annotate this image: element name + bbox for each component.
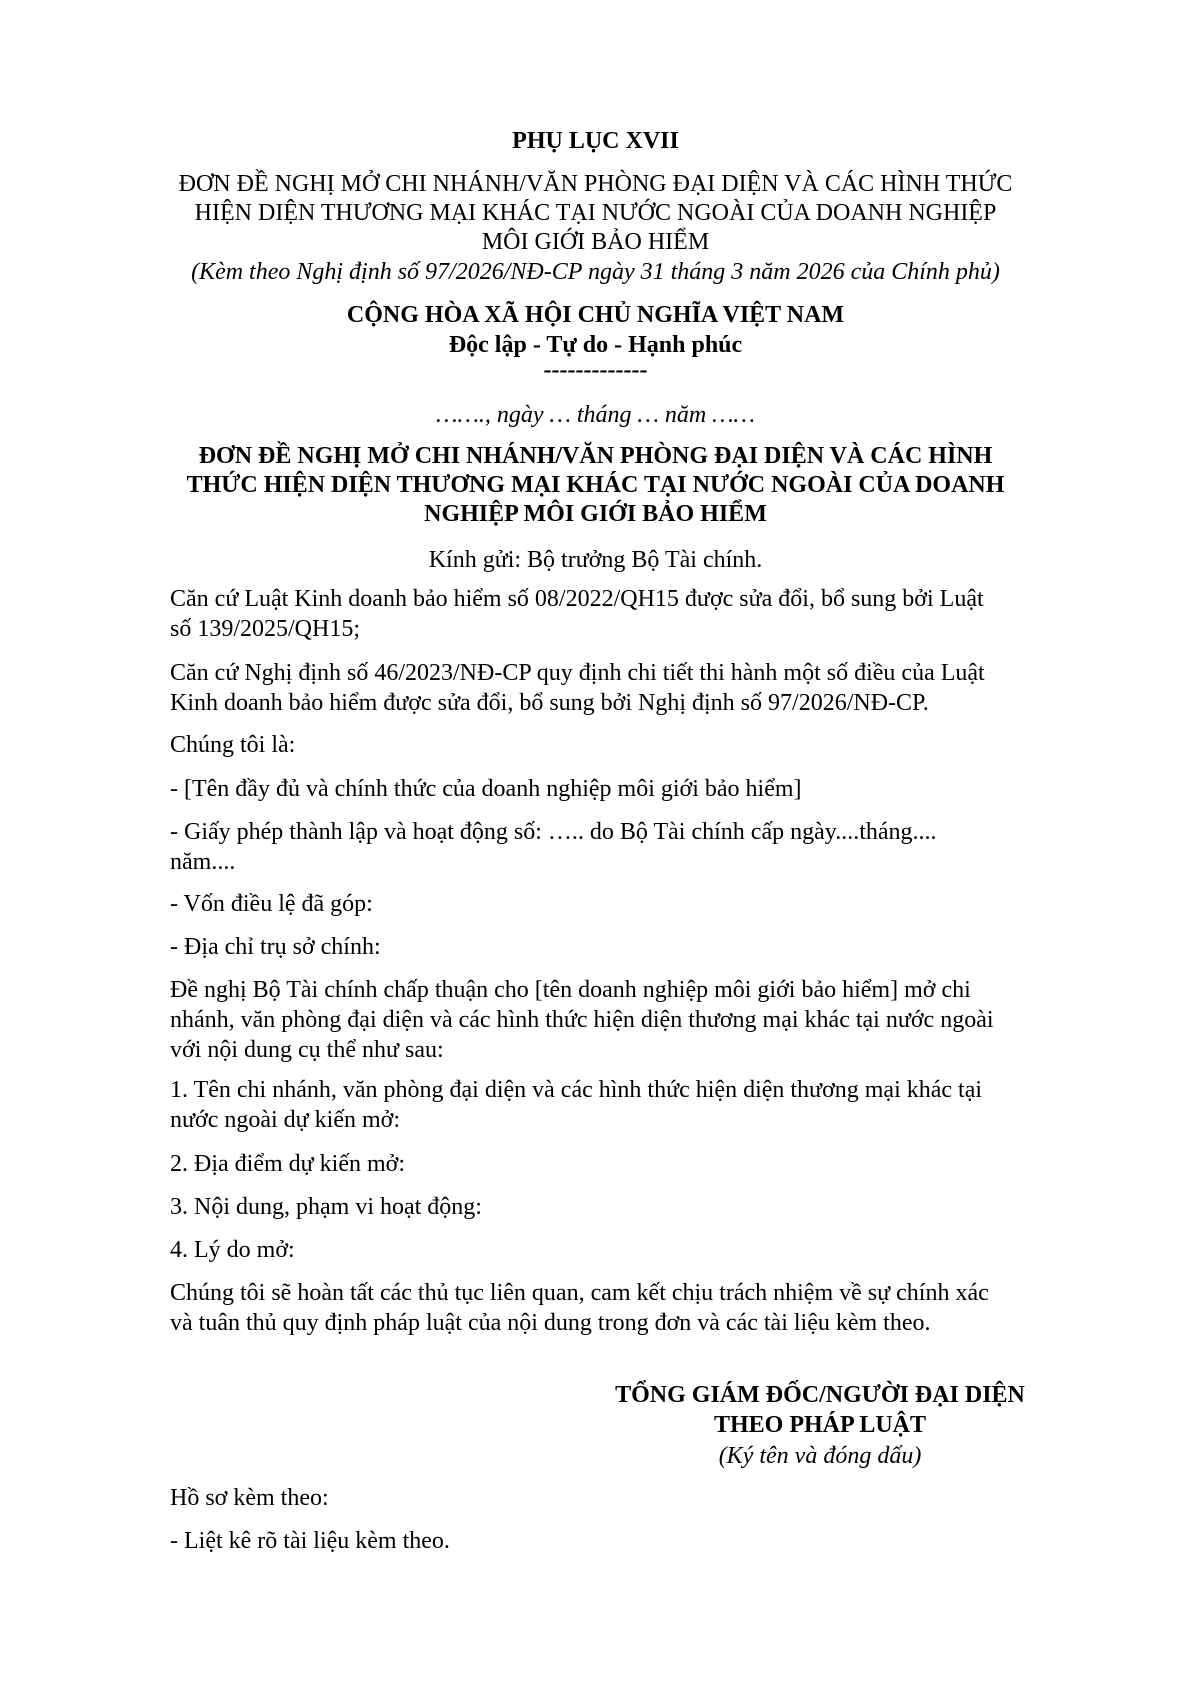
paragraph-line: năm.... xyxy=(170,849,236,875)
appendix-number: PHỤ LỤC XVII xyxy=(512,128,679,154)
appendix-title-line: ĐƠN ĐỀ NGHỊ MỞ CHI NHÁNH/VĂN PHÒNG ĐẠI DIỆN VÀ CÁC HÌNH THỨC xyxy=(178,171,1013,197)
signature-note: (Ký tên và đóng dấu) xyxy=(718,1443,922,1469)
form-title-line: THỨC HIỆN DIỆN THƯƠNG MẠI KHÁC TẠI NƯỚC NGOÀI CỦA DOANH xyxy=(186,472,1005,498)
national-motto: Độc lập - Tự do - Hạnh phúc xyxy=(448,332,743,358)
paragraph-line: 1. Tên chi nhánh, văn phòng đại diện và các hình thức hiện diện thương mại khác tại xyxy=(170,1077,983,1103)
paragraph-line: - Giấy phép thành lập và hoạt động số: ….. do Bộ Tài chính cấp ngày....tháng.... xyxy=(170,819,937,845)
paragraph-line: - [Tên đầy đủ và chính thức của doanh nghiệp môi giới bảo hiểm] xyxy=(170,776,802,802)
appendix-title-line: HIỆN DIỆN THƯƠNG MẠI KHÁC TẠI NƯỚC NGOÀI CỦA DOANH NGHIỆP xyxy=(194,200,997,226)
paragraph-we-are xyxy=(170,730,1070,760)
appendix-title-line: MÔI GIỚI BẢO HIỂM xyxy=(481,229,710,255)
paragraph-line: Kinh doanh bảo hiểm được sửa đổi, bổ sung bởi Nghị định số 97/2026/NĐ-CP. xyxy=(170,690,929,716)
field-company-name xyxy=(170,774,1070,804)
paragraph-line: Căn cứ Nghị định số 46/2023/NĐ-CP quy định chi tiết thi hành một số điều của Luật xyxy=(170,660,985,686)
header-separator: ------------- xyxy=(543,357,648,383)
field-head-office-address xyxy=(170,932,1070,962)
paragraph-line: - Vốn điều lệ đã góp: xyxy=(170,891,373,917)
paragraph-line: nhánh, văn phòng đại diện và các hình thức hiện diện thương mại khác tại nước ngoài xyxy=(170,1007,994,1033)
signature-title-line: TỔNG GIÁM ĐỐC/NGƯỜI ĐẠI DIỆN xyxy=(615,1382,1025,1408)
paragraph-legal-basis-decree xyxy=(170,658,1070,718)
paragraph-line: 4. Lý do mở: xyxy=(170,1237,295,1263)
signature-title-line: THEO PHÁP LUẬT xyxy=(713,1412,927,1438)
paragraph-line: nước ngoài dự kiến mở: xyxy=(170,1107,401,1133)
paragraph-line: 3. Nội dung, phạm vi hoạt động: xyxy=(170,1194,482,1220)
form-title xyxy=(0,442,1191,529)
paragraph-line: - Địa chỉ trụ sở chính: xyxy=(170,934,381,960)
item-branch-name xyxy=(170,1075,1070,1135)
signature-title xyxy=(580,1380,1060,1440)
item-scope xyxy=(170,1192,1070,1222)
paragraph-line: Chúng tôi là: xyxy=(170,732,296,758)
paragraph-commitment xyxy=(170,1278,1070,1338)
attachments-heading xyxy=(170,1483,1070,1513)
paragraph-line: Hồ sơ kèm theo: xyxy=(170,1485,329,1511)
paragraph-line: Đề nghị Bộ Tài chính chấp thuận cho [tên doanh nghiệp môi giới bảo hiểm] mở chi xyxy=(170,977,971,1003)
appendix-note: (Kèm theo Nghị định số 97/2026/NĐ-CP ngày 31 tháng 3 năm 2026 của Chính phủ) xyxy=(191,259,1000,285)
attachments-item xyxy=(170,1526,1070,1556)
field-license-number xyxy=(170,817,1070,877)
paragraph-legal-basis-law xyxy=(170,584,1070,644)
date-line: ……., ngày … tháng … năm …… xyxy=(436,402,755,428)
recipient-line: Kính gửi: Bộ trưởng Bộ Tài chính. xyxy=(428,547,763,573)
paragraph-line: - Liệt kê rõ tài liệu kèm theo. xyxy=(170,1528,450,1554)
appendix-title xyxy=(0,170,1191,257)
item-reason xyxy=(170,1235,1070,1265)
item-location xyxy=(170,1149,1070,1179)
form-title-line: NGHIỆP MÔI GIỚI BẢO HIỂM xyxy=(424,501,767,527)
paragraph-line: và tuân thủ quy định pháp luật của nội dung trong đơn và các tài liệu kèm theo. xyxy=(170,1310,931,1336)
national-title: CỘNG HÒA XÃ HỘI CHỦ NGHĨA VIỆT NAM xyxy=(346,302,845,328)
paragraph-line: với nội dung cụ thể như sau: xyxy=(170,1037,444,1063)
paragraph-line: 2. Địa điểm dự kiến mở: xyxy=(170,1151,405,1177)
paragraph-line: số 139/2025/QH15; xyxy=(170,616,361,642)
paragraph-line: Căn cứ Luật Kinh doanh bảo hiểm số 08/2022/QH15 được sửa đổi, bổ sung bởi Luật xyxy=(170,586,984,612)
field-charter-capital xyxy=(170,889,1070,919)
paragraph-request xyxy=(170,975,1070,1065)
paragraph-line: Chúng tôi sẽ hoàn tất các thủ tục liên quan, cam kết chịu trách nhiệm về sự chính xác xyxy=(170,1280,989,1306)
form-title-line: ĐƠN ĐỀ NGHỊ MỞ CHI NHÁNH/VĂN PHÒNG ĐẠI DIỆN VÀ CÁC HÌNH xyxy=(198,443,993,469)
